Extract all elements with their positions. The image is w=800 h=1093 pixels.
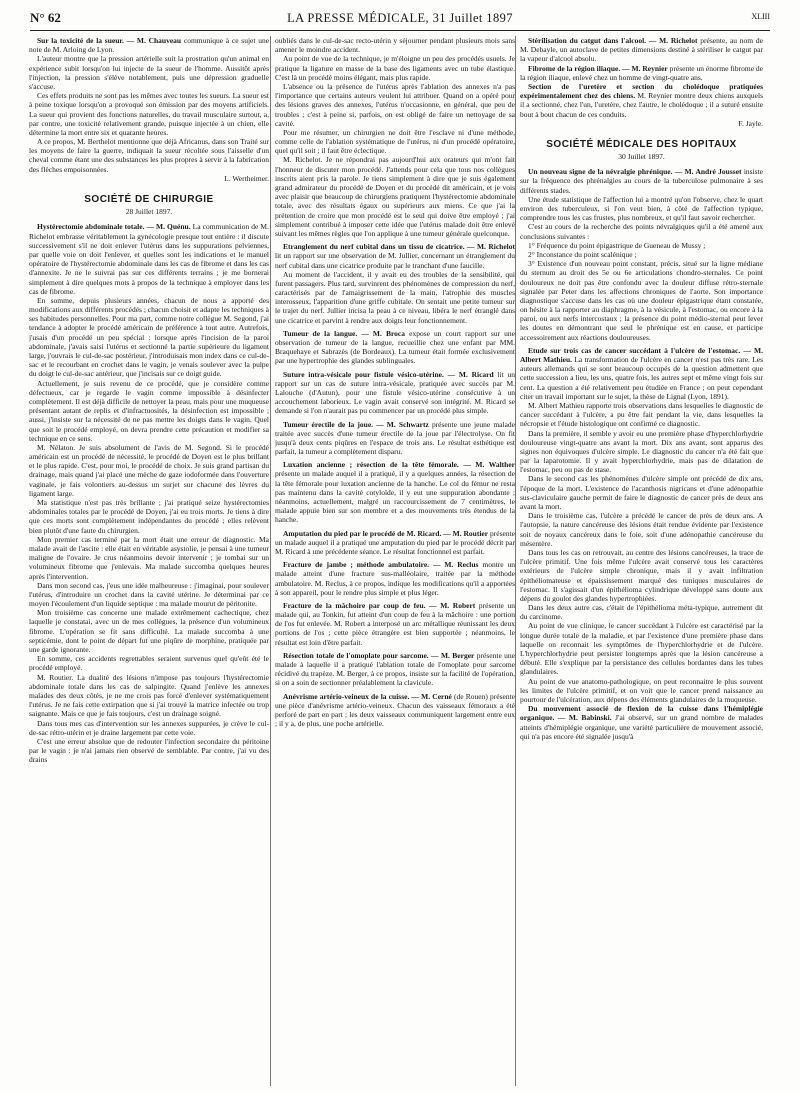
paragraph-text: (de Rouen) présente une pièce d'anévrisme artério-veineux. Chacun des vaisseaux fémoraux a été perforé de part en part ; les deux vaisseaux communiquent largement entre eux ; il y a, de plus, une poche artérielle. (275, 691, 515, 729)
article-paragraph (275, 329, 515, 366)
article-paragraph: Au point de vue clinique, le cancer succédant à l'ulcère est caractérisé par la longue durée totale de la maladie, et par l'existence d'une première phase dans laquelle on reconnait les symptômes de l'hyperchlorhydrie et de l'ulcère. L'hyperchlorhydrie peut persister longtemps après que la lésion cancéreuse a débuté. Elle s'explique par la persistance des cellules bordantes dans les tubes glandulaires. (520, 621, 763, 677)
article-paragraph (275, 651, 515, 688)
author-signature: F. Jayle. (738, 118, 763, 128)
paragraph-text: présente un malade auquel il a pratiqué, il y a quelques années, la résection de la tête fémorale pour luxation ancienne de la hanche. Le col du fémur ne resta pas maintenu dans la cavité cotyloïde, il y eut une suppuration abondante ; néanmoins, actuellement, malgré un raccourcissement de 7 centimètres, le malade appuie bien sur son membre et a des mouvements très étendus de la hanche. (275, 469, 515, 525)
article-heading: Fracture de jambe ; méthode ambulatoire. — M. Reclus (283, 560, 479, 570)
article-paragraph: Dans les deux autre cas, c'était de l'épithélioma méta-typique, autrement dit du carcinome. (520, 603, 763, 622)
article-heading: Tumeur érectile de la joue. — M. Schwartz (283, 419, 429, 429)
article-paragraph: Mon troisième cas concerne une malade extrêmement cachectique, chez laquelle je constatai, avec un de mes collègues, la présence d'un volumineux fibrome. L'opération se fit sans difficulté. La malade succomba à une septicémie, dont le point de départ fut une piqûre de morphine, pratiquée par une garde ignorante. (29, 608, 269, 654)
section-date: 30 Juillet 1897. (618, 152, 665, 162)
column-divider (270, 36, 271, 1086)
article-heading: Du mouvement associé de flexion de la cuisse dans l'hémiplégie organique. — M. Babinski. (520, 704, 763, 723)
article-paragraph (275, 529, 515, 557)
article-paragraph (520, 36, 763, 64)
article-paragraph: Pour me résumer, un chirurgien ne doit être l'esclave ni d'une méthode, comme celle de l'ablation systématique de l'utérus, ni d'un procédé opératoire, quel qu'il soit ; il faut être éclectique. (275, 127, 515, 156)
article-paragraph: L'absence ou la présence de l'utérus après l'ablation des annexes n'a pas l'importance que certains auteurs veulent lui attribuer. Quand on a opéré pour des lésions graves des annexes, l'utérus n'occasionne, en général, que peu de troubles ; c'est à peine si, parfois, on est obligé de faire un nettoyage de sa cavité. (275, 81, 515, 128)
author-signature: L. Wertheimer. (224, 173, 269, 183)
article-heading: Stérilisation du catgut dans l'alcool. — M. Richelot (528, 36, 698, 45)
paragraph-text: lit un rapport sur une observation de M. Jullier, concernant un étranglement du nerf cubital dans une cicatrice produite par le tranchant d'une faucille. (275, 251, 515, 270)
page-title: LA PRESSE MÉDICALE, 31 Juillet 1897 (287, 11, 513, 25)
article-paragraph: oubliés dans le cul-de-sac recto-utérin y séjourner pendant plusieurs mois sans amener le moindre accident. (275, 36, 515, 55)
article-paragraph: Ces effets produits ne sont pas les mêmes avec toutes les sueurs. La sueur est à peine toxique lorsqu'on a provoqué son émission par des moyens artificiels. La sueur qui provient des fonctions naturelles, du travail musculaire surtout, a, par contre, une toxicité relativement grande, puisque injectée à un chien, elle détermine la mort entre six et quarante heures. (29, 91, 269, 137)
article-paragraph (275, 242, 515, 270)
section-title: SOCIÉTÉ DE CHIRURGIE (84, 194, 214, 205)
article-paragraph: M. Richelot. Je ne répondrai pas aujourd'hui aux orateurs qui m'ont fait l'honneur de discuter mon procédé. J'attends pour cela que tous nos collègues inscrits aient pris la parole. Je tiens simplement à dire que je suis également grand admirateur du procédé de Doyen et du procédé dit américain, et je vois avec plaisir que beaucoup de chirurgiens pratiquent l'hystérectomie abdominale totale, avec des résultats égaux ou supérieurs aux miens. Ce que j'ai la prétention de croire que mon procédé est le seul qui doive être employé ; j'ai simplement contribué à imposer cette idée que l'utérus malade doit être enlevé suivant les mêmes règles que l'on applique à une tumeur générale quelconque. (275, 155, 515, 238)
article-paragraph: 3° Existence d'un nouveau point constant, précis, situé sur la ligne médiane du sternum au droit des 5e ou 6e articulations chondro-sternales. Ce point douloureux ne doit pas être confondu avec la douleur diffuse rétro-sternale signalée par Peter dans les affections chroniques de l'aorte. Son importance diagnostique s'accuse dans les cas où une douleur épigastrique étant constatée, on hésite à la rapporter au diaphragme, à la vésicule, à l'estomac, ou encore à la paroi, ou aux nerfs intercostaux ; la présence du point médio-sternal peut lever les doutes en démontrant que seul le phrénique est en cause, et participe accessoirement aux réactions douloureuses. (520, 259, 763, 342)
section-title: SOCIÉTÉ MÉDICALE DES HOPITAUX (546, 138, 737, 150)
article-paragraph: 2° Inconstance du point scalénique ; (528, 249, 637, 259)
paragraph-text: présente une malade à laquelle il a pratiqué l'ablation totale de l'omoplate pour sarcome récidivé du trapèze. M. Berger, à ce propos, insiste sur la facilité de l'opération, si on a soin de sectionner préalablement la clavicule. (275, 650, 515, 688)
issue-number: N° 62 (30, 10, 61, 25)
paragraph-text: M. Reynier montre deux chiens auxquels il a sectionné, chez l'un, l'uretère, chez l'autre, le cholédoque ; il a suturé ensuite bout à bout chacun de ces conduits. (520, 91, 763, 119)
article-paragraph (275, 370, 515, 416)
article-heading: Luxation ancienne ; résection de la tête fémorale. — M. Walther (283, 460, 515, 470)
article-paragraph (275, 560, 515, 597)
paragraph-text: insiste sur la fréquence des phrénalgies au cours de la tuberculose pulmonaire à ses différents stades. (520, 167, 763, 195)
paragraph-text: présente un énorme fibrome de la région iliaque, enlevé chez un homme de vingt-quatre ans. (520, 63, 763, 82)
article-paragraph: Mon premier cas terminé par la mort était une erreur de diagnostic. Ma malade avait de l'ascite : elle était en véritable asystolie, je pensai à une tumeur maligne de l'ovaire. Je crus néanmoins devoir intervenir ; je tombai sur un volumineux fibrome que j'enlevais. Ma malade succomba quelques heures après l'intervention. (29, 534, 269, 581)
article-paragraph (520, 346, 763, 401)
article-heading: Un nouveau signe de la névralgie phrénique. — M. André Jousset (528, 167, 742, 177)
article-paragraph: En somme, ces accidents regrettables seraient survenus quel qu'eût été le procédé employé. (29, 654, 269, 673)
paragraph-text: présente, au nom de M. Debayle, un autoclave de petites dimensions destiné à stériliser le catgut par la vapeur d'alcool absolu. (520, 36, 763, 64)
article-heading: Section de l'uretère et section du cholédoque pratiquées expérimentalement chez des chiens. (520, 81, 763, 101)
article-paragraph (275, 601, 515, 647)
article-paragraph: A ce propos, M. Berthelot mentionne que déjà Africanus, dans son Traité sur les moyens de faire la guerre, indiquait la sueur récoltée sous l'aisselle d'un cheval comme étant une des substances les plus propres à servir à la fabrication des flèches empoisonnées. (29, 137, 269, 174)
article-heading: Résection totale de l'omoplate pour sarcome. — M. Berger (283, 650, 475, 660)
article-paragraph: Dans la première, il semble y avoir eu une première phase d'hyperchlorhydrie douloureuse vingt-quatre ans avant la mort. Dix ans avant, sont apparus des signes non équivoques d'ulcère simple. Le diagnostic du cancer n'a été fait que par la laparotomie. Il y avait hyperchlorhydrie, mais pas de dilatation de l'estomac, peu ou pas de stase. (520, 428, 763, 475)
article-paragraph: C'est au cours de la recherche des points névralgiques qu'il a été amené aux conclusions suivantes : (520, 222, 763, 241)
page-number: XLIII (751, 12, 770, 21)
article-paragraph: M. Albert Mathieu rapporte trois observations dans lesquelles le diagnostic de cancer succédant à l'ulcère, a pu être fait pendant la vie, dans lesquelles la nécropsie et l'étude histologique ont confirmé ce diagnostic. (520, 400, 763, 429)
article-heading: Sur la toxicité de la sueur. — M. Chauveau (37, 36, 182, 45)
article-heading: Fracture de la mâchoire par coup de feu. — M. Robert (283, 600, 476, 610)
article-heading: Etude sur trois cas de cancer succédant à l'ulcère de l'estomac. — M. Albert Mathieu. (520, 345, 763, 364)
article-heading: Fibrome de la région iliaque. — M. Reynier (528, 63, 668, 73)
paragraph-text: montre un malade atteint d'une fracture sus-malléolaire, traitée par la méthode ambulatoire. M. Reclus, à ce propos, indique les modifications qu'il a apportées à son appareil, pour le rendre plus simple et plus léger. (275, 560, 515, 597)
section-date: 28 Juillet 1897. (125, 207, 173, 217)
article-paragraph (520, 167, 763, 195)
article-heading: Etranglement du nerf cubital dans un tissu de cicatrice. — M. Richelot (283, 242, 515, 252)
article-paragraph: Dans le second cas les phénomènes d'ulcère simple ont précédé de dix ans, l'époque de la mort. L'existence de l'acanthosis nigricans et d'une adénopathie sus-claviculaire gauche permit de faire le diagnostic de cancer près de deux ans avant la mort. (520, 474, 763, 511)
column-3 (520, 36, 763, 1086)
article-paragraph: Au moment de l'accident, il y avait eu des troubles de la sensibilité, qui furent passagers. Plus tard, survinrent des phénomènes de compression du nerf, caractérisés par de l'amaigrissement de la main, l'atrophie des muscles interosseux, l'apparition d'une griffe cubitale. On sentait une petite tumeur sur le trajet du nerf. Jullier incisa la peau à ce niveau, libéra le nerf étranglé dans une cicatrice et parvint à rendre aux doigts leur fonctionnement. (275, 269, 515, 325)
column-divider (515, 36, 516, 1086)
article-heading: Anévrisme artério-veineux de la cuisse. — M. Cerné (283, 691, 452, 701)
article-paragraph: Actuellement, je suis revenu de ce procédé, que je considère comme défectueux, car je regarde le vagin comme impossible à désinfecter complètement. Il est déjà difficile de nettoyer la peau, mais pour une muqueuse présentant autant de replis et d'infractuosités, la désinfection est impossible ; aussi, j'insiste sur la nécessité de ne pas mettre les doigts dans le vagin. Quel que soit le procédé employé, on devra prendre cette précaution et modifier sa technique en ce sens. (29, 378, 269, 443)
article-heading: Amputation du pied par le procédé de M. Ricard. — M. Routier (283, 528, 489, 538)
article-paragraph (275, 692, 515, 729)
article-heading: Suture intra-vésicale pour fistule vésico-utérine. — M. Ricard (283, 369, 494, 379)
paragraph-text: expose un court rapport sur une observation de tumeur de la langue, recueillie chez une enfant par MM. Braquehaye et Sabrazès (de Bordeaux). La tumeur était formée exclusivement par une hypertrophie des glandes sublinguales. (275, 328, 515, 366)
article-paragraph: M. Nélaton. Je suis absolument de l'avis de M. Segond. Si le procédé américain est un procédé de nécessité, le procédé de Doyen est le plus brillant et le plus rapide. C'est, pour moi, le procédé de choix. Je suis grand partisan du drainage, mais quand j'ai placé une mèche de gaze iodoformée dans l'ouverture vaginale, je fais volontiers au-dessus un surjet sur chacune des lèvres du ligament large. (29, 442, 269, 498)
paragraph-text: J'ai observé, sur un grand nombre de malades atteints d'hémiplégie organique, une variété particulière de mouvement associé, qui n'a pas encore été signalée jusqu'à (520, 713, 763, 741)
article-paragraph: En somme, depuis plusieurs années, chacun de nous a apporté des modifications aux différents procédés ; chacun choisit et adapte les techniques à ses habitudes personnelles. Pour ma part, comme notre collègue M. Segond, j'ai tendance à adopter le procédé américain de préférence à tout autre. Autrefois, j'usais d'un procédé un peu spécial : lorsque après l'incision de la paroi abdominale, j'avais saisi l'utérus et sectionné la partie supérieure du ligament large, j'ouvrais le cul-de-sac postérieur, j'introduisais mon index dans ce cul-de-sac et le recourbant en crochet dans le vagin, je venais soulever avec la pulpe du doigt le cul-de-sac antérieur, que j'incisais sur ce doigt guide. (29, 295, 269, 379)
article-paragraph: Dans le troisième cas, l'ulcère a précédé le cancer de près de deux ans. A l'autopsie, la nature cancéreuse des lésions était rendue évidente par l'existence soit de noyaux cancéreux dans le foie, soit d'une adénopathie cancéreuse du mésentère. (520, 511, 763, 548)
article-paragraph: Au point de vue de la technique, je m'éloigne un peu des procédés usuels. Je pratique la ligature en masse de la base des ligaments avec un tube élastique. C'est là un procédé moins élégant, mais plus rapide. (275, 54, 515, 82)
column-2 (275, 36, 515, 1086)
paragraph-text: présente un malade qui, au Tonkin, fut atteint d'un coup de feu à la mâchoire : une portion de l'os fut enlevée. M. Robert a interposé un arc métallique réunissant les deux portions de l'os ; cette pièce étrangère est bien supportée ; néanmoins, le résultat est loin d'être parfait. (275, 600, 515, 647)
article-paragraph: Au point de vue anatomo-pathologique, on peut reconnaitre le plus souvent les limites de l'ulcère primitif, et on voit que le cancer prend naissance au pourtour de l'ulcération, aux dépens des éléments glandulaires de la muqueuse. (520, 676, 763, 704)
column-1 (29, 36, 269, 1086)
article-paragraph: Dans mon second cas, j'eus une idée malheureuse : j'imaginai, pour soulever l'utérus, d'introduire un crochet dans la cavité utérine. Je déterminai par ce moyen l'écoulement d'un liquide septique : ma malade mourut de péritonite. (29, 580, 269, 609)
article-paragraph: C'est une erreur absolue que de redouter l'infection secondaire du péritoine par le vagin : je n'ai jamais rien observé de semblable. Par contre, j'ai vu des drains (29, 736, 269, 765)
paragraph-text: La transformation de l'ulcère en cancer n'est pas très rare. Les auteurs allemands qui se sont beaucoup occupés de la question admettent que cette succession a lieu, les uns, quatre fois, les autres sept et même vingt fois sur cent. La question a été relativement peu étudiée en France ; on peut cependant citer un travail important sur le sujet, la thèse de Lignal (Lyon, 1891). (520, 355, 763, 401)
article-paragraph: Dans tous les cas on retrouvait, au centre des lésions cancéreuses, la trace de l'ulcère primitif. Une fois même l'ulcère avait conservé tous les caractères extérieurs de l'ulcère simple chronique, mais il y avait infiltration épithéliomateuse et épaississement marqué des tuniques musculaires de l'estomac. Il s'agissait d'un épithélioma cylindrique développé sans doute aux dépens du goulot des glandes hypertrophiées. (520, 547, 763, 603)
article-paragraph (520, 64, 763, 82)
paragraph-text: lit un rapport sur un cas de suture intra-vésicale, pratiquée avec succès par M. Lalouche (d'Autun), pour une fistule vésico-utérine consécutive à un accouchement laborieux. Le vagin avait conservé son intégrité. M. Ricard se demande si l'on n'aurait pas pu commencer par un procédé plus simple. (275, 369, 515, 416)
article-paragraph: Ma statistique n'est pas très brillante ; j'ai pratiqué seize hystérectomies abdominales totales par le procédé de Doyen, j'ai eu trois morts. Je tiens à dire que ces morts sont complètement indépendantes du procédé ; elles relèvent bien plutôt d'une faute du chirurgien. (29, 498, 269, 535)
article-heading: Tumeur de la langue. — M. Broca (283, 328, 405, 338)
paragraph-text: communique à ce sujet une note de M. Arloing de Lyon. (29, 36, 269, 55)
article-paragraph: Dans tous mes cas d'intervention sur les annexes suppurées, je crève le cul-de-sac rétro-utérin et je draine largement par cette voie. (29, 718, 269, 737)
article-paragraph (29, 36, 269, 54)
paragraph-text: présente une jeune malade traitée avec succès d'une tumeur érectile de la joue par l'électrolyse. On fit jusqu'à deux cents piqûres en l'espace de trois ans. Le résultat esthétique est parfait, la tumeur a complètement disparu. (275, 419, 515, 457)
article-paragraph (29, 222, 269, 296)
article-heading: Hystérectomie abdominale totale. — M. Quénu. (37, 222, 191, 232)
article-paragraph: M. Routier. La dualité des lésions n'impose pas toujours l'hystérectomie abdominale totale dans les cas de salpingite. Quand j'enlève les annexes malades des deux côtés, je ne me crois pas forcé d'enlever systématiquement l'utérus. Je ne fais cette extirpation que si j'ai trouvé la matrice infectée ou trop saignante. Mais ce que je fais toujours, c'est un drainage soigné. (29, 672, 269, 719)
paragraph-text: présente un malade auquel il a pratiqué une amputation du pied par le procédé décrit par M. Ricard à une précédente séance. Le résultat fonctionnel est parfait. (275, 528, 515, 556)
page-header (30, 8, 770, 31)
article-paragraph: 1° Fréquence du point épigastrique de Gueneau de Mussy ; (528, 240, 706, 250)
article-paragraph (520, 704, 763, 741)
article-paragraph: L'auteur montre que la pression artérielle suit la prostration qu'un animal en expérience subit lorsqu'on lui injecte de la sueur de l'homme. Aussitôt après l'injection, la pression s'élève notablement, puis une dépression graduelle s'accuse. (29, 54, 269, 91)
article-paragraph (520, 82, 763, 119)
article-paragraph (275, 420, 515, 457)
article-paragraph: Une étude statistique de l'affection lui a montré qu'on l'observe, chez le quart environ des tuberculeux, si l'on veut bien, à côté de l'affection typique, comprendre tous les cas frustes, plus nombreux, et qu'il faut savoir rechercher. (520, 194, 763, 223)
paragraph-text: La communication de M. Richelot embrasse véritablement la gynécologie presque tout entière : il discute successivement s'il ne doit enlever l'utérus dans les suppurations pelviennes, par quelle voie on doit l'enlever, et quelles sont les indications et le manuel opératoire de l'hystérectomie abdominale dans les cas de fibrome et dans les cas d'annexite. Je ne le suivrai pas sur ces différents terrains ; je me bornerai simplement à dire quelques mots à propos de la technique à employer dans les cas de fibrome. (29, 222, 269, 296)
article-paragraph (275, 460, 515, 524)
